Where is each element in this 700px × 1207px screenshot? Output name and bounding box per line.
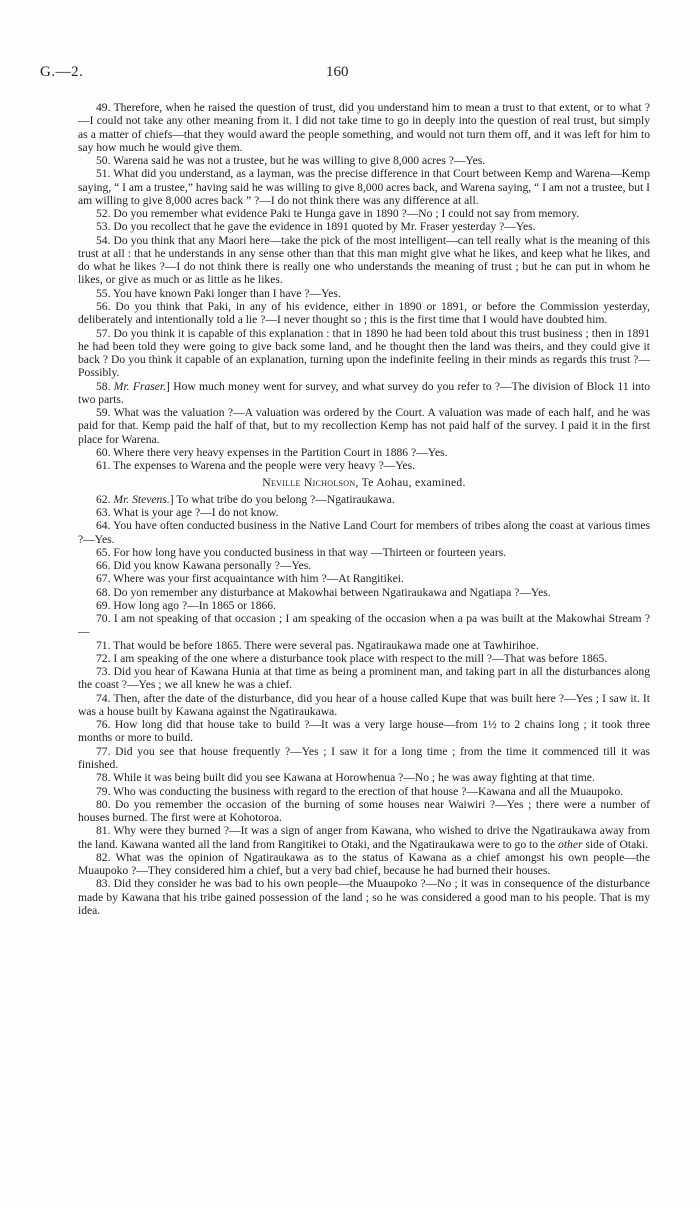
witness-heading (78, 472, 650, 492)
question-paragraph: 83. Did they consider he was bad to his own people—the Muaupoko ?—No ; it was in consequence of the disturbance made by Kawana that his tribe gained possession of the land ; so he was considered a good man to his people. That is my idea. (78, 877, 650, 917)
paragraph-number: 58. (96, 379, 111, 393)
question-paragraph: 82. What was the opinion of Ngatiraukawa as to the status of Kawana as a chief amongst his own people—the Muaupoko ?—They considered him a chief, but a very bad chief, because he had burned their houses. (78, 850, 650, 878)
question-paragraph: 52. Do you remember what evidence Paki te Hunga gave in 1890 ?—No ; I could not say from memory. (96, 207, 580, 221)
question-paragraph: 54. Do you think that any Maori here—take the pick of the most intelligent—can tell really what is the meaning of this trust at all : that he understands in any sense other than that this man might give what he likes, and keep what he likes, and do what he likes ?—I do not think there is really one who understands the meaning of trust ; but he can put in whom he likes, or give as much or as little as he likes. (78, 233, 650, 287)
question-paragraph: 80. Do you remember the occasion of the burning of some houses near Waiwiri ?—Yes ; there were a number of houses burned. The first were at Kohotoroa. (78, 797, 650, 825)
paragraph-58 (78, 380, 650, 407)
question-paragraph: 65. For how long have you conducted business in that way —Thirteen or fourteen years. (96, 545, 507, 559)
page-header (40, 64, 660, 88)
question-paragraph: 73. Did you hear of Kawana Hunia at that time as being a prominent man, and taking part in all the disturbances along the coast ?—Yes ; we all knew he was a chief. (78, 665, 650, 692)
paragraph-62 (78, 493, 650, 506)
paragraph-text: side of Otaki. (582, 837, 649, 851)
question-paragraph: 50. Warena said he was not a trustee, but he was willing to give 8,000 acres ?—Yes. (96, 154, 486, 168)
question-paragraph: 57. Do you think it is capable of this explanation : that in 1890 he had been told about this trust business ; then in 1891 he had been told they were going to give back some land, and he thought then the land was theirs, and they could give it back ? Do you think it capable of an explanation, turning upon the indefinite feeling in their minds as regards this trust ?—Possibly. (78, 326, 650, 380)
question-paragraph: 55. You have known Paki longer than I have ?—Yes. (96, 286, 341, 300)
question-paragraph: 77. Did you see that house frequently ?—Yes ; I saw it for a long time ; from the time it commenced till it was finished. (78, 744, 650, 772)
question-paragraph: 56. Do you think that Paki, in any of his evidence, either in 1890 or 1891, or before the Commission yesterday, deliberately and intentionally told a lie ?—I never thought so ; this is the first time that I would have doubted him. (78, 299, 650, 327)
question-paragraph: 79. Who was conducting the business with regard to the erection of that house ?—Kawana and all the Muaupoko. (96, 784, 624, 798)
paragraph-text: ] To what tribe do you belong ?—Ngatiraukawa. (169, 492, 395, 506)
question-paragraph: 59. What was the valuation ?—A valuation was ordered by the Court. A valuation was made of each half, and he was paid for that. Kemp paid the half of that, but to my recollection Kemp has not paid half of the survey. I paid it in the first place for Warena. (78, 406, 650, 446)
paragraph-81 (78, 824, 650, 851)
paragraph-number: 62. (96, 492, 111, 506)
question-paragraph: 60. Where there very heavy expenses in the Partition Court in 1886 ?—Yes. (96, 445, 448, 459)
question-paragraph: 49. Therefore, when he raised the question of trust, did you understand him to mean a trust to that extent, or to what ?—I could not take any other meaning from it. I did not take time to go in deeply into the question of real trust, but simply as a matter of chiefs—that they would award the people something, and would not turn them off, and it was left for him to say how much he would give them. (78, 101, 650, 154)
page-body (78, 101, 650, 917)
emphasis: other (558, 837, 583, 851)
question-paragraph: 64. You have often conducted business in the Native Land Court for members of tribes along the coast at various times ?—Yes. (78, 519, 650, 546)
question-paragraph: 71. That would be before 1865. There were several pas. Ngatiraukawa made one at Tawhirihoe. (96, 638, 539, 652)
question-paragraph: 67. Where was your first acquaintance with him ?—At Rangitikei. (96, 572, 404, 586)
question-paragraph: 61. The expenses to Warena and the people were very heavy ?—Yes. (96, 459, 416, 473)
question-paragraph: 68. Do yon remember any disturbance at Makowhai between Ngatiraukawa and Ngatiapa ?—Yes. (96, 585, 551, 599)
speaker-name: Mr. Fraser. (113, 379, 167, 393)
question-paragraph: 66. Did you know Kawana personally ?—Yes. (96, 559, 312, 573)
paragraph-group-a (78, 101, 650, 380)
paragraph-text: ] How much money went for survey, and what survey do you refer to ?—The division of Block 11 into two parts. (78, 379, 651, 406)
question-paragraph: 72. I am speaking of the one where a disturbance took place with respect to the mill ?—That was before 1865. (96, 651, 608, 665)
question-paragraph: 51. What did you understand, as a layman, was the precise difference in that Court between Kemp and Warena—Kemp saying, “ I am a trustee,” having said he was willing to give 8,000 acres back, and Warena saying, “ I am not a trustee, but I am willing to give 8,000 acres back ” ?—I do not think there was any difference at all. (78, 167, 650, 207)
question-paragraph: 78. While it was being built did you see Kawana at Horowhenua ?—No ; he was away fighting at that time. (96, 771, 595, 785)
witness-name: Neville Nicholson (262, 476, 356, 490)
document-reference: G.—2. (40, 64, 84, 80)
question-paragraph: 76. How long did that house take to build ?—It was a very large house—from 1½ to 2 chains long ; it took three months or more to build. (78, 718, 650, 745)
paragraph-group-d (78, 851, 650, 917)
witness-heading-rest: , Te Aohau, examined. (355, 476, 466, 490)
question-paragraph: 69. How long ago ?—In 1865 or 1866. (96, 598, 277, 612)
question-paragraph: 70. I am not speaking of that occasion ; I am speaking of the occasion when a pa was built at the Makowhai Stream ?— (78, 612, 650, 639)
question-paragraph: 53. Do you recollect that he gave the evidence in 1891 quoted by Mr. Fraser yesterday ?—Yes. (96, 220, 536, 234)
speaker-name: Mr. Stevens. (113, 492, 170, 506)
question-paragraph: 74. Then, after the date of the disturbance, did you hear of a house called Kupe that was built here ?—Yes ; I saw it. It was a house built by Kawana against the Ngatiraukawa. (78, 691, 650, 718)
page-number: 160 (326, 64, 349, 80)
paragraph-group-b (78, 406, 650, 472)
paragraph-group-c (78, 506, 650, 824)
question-paragraph: 63. What is your age ?—I do not know. (96, 505, 279, 519)
paragraph-text: 81. Why were they burned ?—It was a sign of anger from Kawana, who wished to drive the Ngatiraukawa away from the land. Kawana wanted all the land from Rangitikei to Otaki, and the Ngatiraukawa were to go to the (78, 824, 650, 851)
